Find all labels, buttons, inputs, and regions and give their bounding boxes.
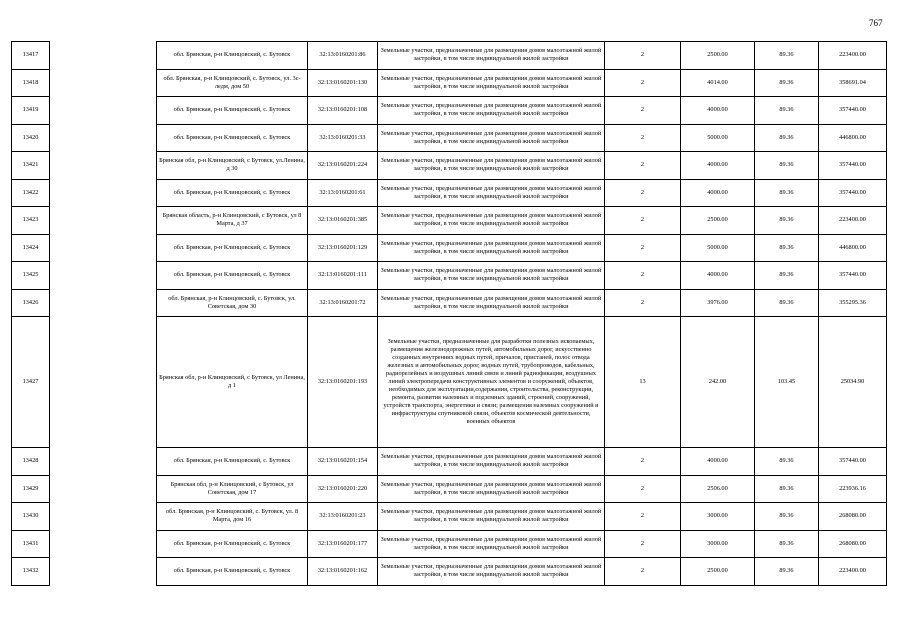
- usage-group-cell: 2: [605, 69, 681, 97]
- usage-group-cell: 2: [605, 179, 681, 207]
- gap-cell: [50, 503, 157, 531]
- table-row: [12, 234, 887, 262]
- usage-group-cell: 2: [605, 152, 681, 180]
- table-row: [12, 448, 887, 476]
- land-use-cell: Земельные участки, предназначенные для размещения домов малоэтажной жилой застройки, в том числе индивидуальной жилой застройки: [378, 503, 605, 531]
- cadastral-number-cell: 32:13:0160201:220: [308, 475, 378, 503]
- record-number-cell: 13427: [12, 317, 50, 448]
- page-number: 767: [869, 18, 883, 28]
- land-use-cell: Земельные участки, предназначенные для размещения домов малоэтажной жилой застройки, в том числе индивидуальной жилой застройки: [378, 558, 605, 586]
- address-cell: Брянская обл, р-н Клинцовский, с Бутовск, ул Ленина, д 1: [157, 317, 308, 448]
- area-cell: 2500.00: [681, 207, 755, 235]
- record-number-cell: 13422: [12, 179, 50, 207]
- cadastral-value-cell: 223400.00: [819, 558, 887, 586]
- area-cell: 2500.00: [681, 42, 755, 70]
- usage-group-cell: 2: [605, 42, 681, 70]
- area-cell: 3000.00: [681, 503, 755, 531]
- table-row: [12, 124, 887, 152]
- address-cell: обл. Брянская, р-н Клинцовский, с. Бутовск: [157, 530, 308, 558]
- record-number-cell: 13432: [12, 558, 50, 586]
- area-cell: 4000.00: [681, 179, 755, 207]
- gap-cell: [50, 179, 157, 207]
- address-cell: обл. Брянская, р-н Клинцовский, с. Бутовск, ул. Советская, дом 30: [157, 289, 308, 317]
- area-cell: 4000.00: [681, 97, 755, 125]
- area-cell: 4000.00: [681, 152, 755, 180]
- specific-value-cell: 89.36: [755, 69, 819, 97]
- land-use-cell: Земельные участки, предназначенные для размещения домов малоэтажной жилой застройки, в том числе индивидуальной жилой застройки: [378, 124, 605, 152]
- area-cell: 4014.00: [681, 69, 755, 97]
- usage-group-cell: 2: [605, 558, 681, 586]
- table-row: [12, 558, 887, 586]
- specific-value-cell: 89.36: [755, 179, 819, 207]
- cadastral-value-cell: 357440.00: [819, 97, 887, 125]
- gap-cell: [50, 289, 157, 317]
- gap-cell: [50, 124, 157, 152]
- specific-value-cell: 89.36: [755, 97, 819, 125]
- table-row: [12, 530, 887, 558]
- record-number-cell: 13430: [12, 503, 50, 531]
- specific-value-cell: 89.36: [755, 124, 819, 152]
- address-cell: обл. Брянская, р-н Клинцовский, с. Бутовск: [157, 179, 308, 207]
- table-row: [12, 207, 887, 235]
- cadastral-value-cell: 446800.00: [819, 124, 887, 152]
- specific-value-cell: 103.45: [755, 317, 819, 448]
- specific-value-cell: 89.36: [755, 234, 819, 262]
- address-cell: обл. Брянская, р-н Клинцовский, с. Бутовск, ул. 8 Марта, дом 16: [157, 503, 308, 531]
- gap-cell: [50, 69, 157, 97]
- address-cell: Брянская обл, р-н Клинцовский, с Бутовск, ул.Ленина, д 30: [157, 152, 308, 180]
- record-number-cell: 13431: [12, 530, 50, 558]
- area-cell: 5000.00: [681, 124, 755, 152]
- table-row: [12, 42, 887, 70]
- usage-group-cell: 2: [605, 234, 681, 262]
- cadastral-value-cell: 357440.00: [819, 448, 887, 476]
- cadastral-number-cell: 32:13:0160201:33: [308, 124, 378, 152]
- record-number-cell: 13417: [12, 42, 50, 70]
- cadastral-value-cell: 223936.16: [819, 475, 887, 503]
- table-row: [12, 475, 887, 503]
- usage-group-cell: 2: [605, 207, 681, 235]
- specific-value-cell: 89.36: [755, 207, 819, 235]
- address-cell: обл. Брянская, р-н Клинцовский, с. Бутовск: [157, 97, 308, 125]
- specific-value-cell: 89.36: [755, 530, 819, 558]
- gap-cell: [50, 317, 157, 448]
- cadastral-number-cell: 32:13:0160201:162: [308, 558, 378, 586]
- land-use-cell: Земельные участки, предназначенные для размещения домов малоэтажной жилой застройки, в том числе индивидуальной жилой застройки: [378, 234, 605, 262]
- cadastral-number-cell: 32:13:0160201:23: [308, 503, 378, 531]
- record-number-cell: 13418: [12, 69, 50, 97]
- address-cell: обл. Брянская, р-н Клинцовский, с. Бутовск: [157, 42, 308, 70]
- land-use-cell: Земельные участки, предназначенные для разработки полезных ископаемых, размещения железнодорожных путей, автомобильных дорог, искусственно созданных внутренних водных путей, причалов, пристаней, полос отвода железных и автомобильных дорог, водных путей, трубопроводов, кабельных, радиорелейных и воздушных линий связи и линий радиофикации, воздушных линий электропередачи конструктивных элементов и сооружений, объектов, необходимых для эксплуатации,содержания, строительства, реконструкции, ремонта, развития наземных и подземных зданий, строений, сооружений, устройств транспорта, энергетики и связи; размещения наземных сооружений и инфраструктуры спутниковой связи, объектов космической деятельности, военных объектов: [378, 317, 605, 448]
- area-cell: 3000.00: [681, 530, 755, 558]
- table-row: [12, 289, 887, 317]
- usage-group-cell: 2: [605, 503, 681, 531]
- record-number-cell: 13425: [12, 262, 50, 290]
- table-body: [12, 42, 887, 586]
- specific-value-cell: 89.36: [755, 558, 819, 586]
- cadastral-value-cell: 223400.00: [819, 207, 887, 235]
- specific-value-cell: 89.36: [755, 262, 819, 290]
- area-cell: 242.00: [681, 317, 755, 448]
- land-use-cell: Земельные участки, предназначенные для размещения домов малоэтажной жилой застройки, в том числе индивидуальной жилой застройки: [378, 289, 605, 317]
- cadastral-number-cell: 32:13:0160201:193: [308, 317, 378, 448]
- cadastral-number-cell: 32:13:0160201:154: [308, 448, 378, 476]
- land-use-cell: Земельные участки, предназначенные для размещения домов малоэтажной жилой застройки, в том числе индивидуальной жилой застройки: [378, 448, 605, 476]
- cadastral-number-cell: 32:13:0160201:385: [308, 207, 378, 235]
- gap-cell: [50, 475, 157, 503]
- address-cell: обл. Брянская, р-н Клинцовский, с. Бутовск: [157, 558, 308, 586]
- specific-value-cell: 89.36: [755, 503, 819, 531]
- record-number-cell: 13426: [12, 289, 50, 317]
- usage-group-cell: 2: [605, 124, 681, 152]
- area-cell: 2506.00: [681, 475, 755, 503]
- record-number-cell: 13421: [12, 152, 50, 180]
- area-cell: 2500.00: [681, 558, 755, 586]
- cadastral-number-cell: 32:13:0160201:111: [308, 262, 378, 290]
- land-use-cell: Земельные участки, предназначенные для размещения домов малоэтажной жилой застройки, в том числе индивидуальной жилой застройки: [378, 179, 605, 207]
- address-cell: Брянская обл, р-н Клинцовский, с Бутовск, ул Советская, дом 17: [157, 475, 308, 503]
- gap-cell: [50, 530, 157, 558]
- usage-group-cell: 13: [605, 317, 681, 448]
- record-number-cell: 13423: [12, 207, 50, 235]
- table-row: [12, 152, 887, 180]
- gap-cell: [50, 262, 157, 290]
- gap-cell: [50, 558, 157, 586]
- specific-value-cell: 89.36: [755, 448, 819, 476]
- land-use-cell: Земельные участки, предназначенные для размещения домов малоэтажной жилой застройки, в том числе индивидуальной жилой застройки: [378, 69, 605, 97]
- cadastral-number-cell: 32:13:0160201:224: [308, 152, 378, 180]
- cadastral-value-cell: 357440.00: [819, 152, 887, 180]
- table-row: [12, 179, 887, 207]
- land-use-cell: Земельные участки, предназначенные для размещения домов малоэтажной жилой застройки, в том числе индивидуальной жилой застройки: [378, 152, 605, 180]
- land-use-cell: Земельные участки, предназначенные для размещения домов малоэтажной жилой застройки, в том числе индивидуальной жилой застройки: [378, 530, 605, 558]
- usage-group-cell: 2: [605, 289, 681, 317]
- record-number-cell: 13419: [12, 97, 50, 125]
- cadastral-value-cell: 358691.04: [819, 69, 887, 97]
- table-row: [12, 97, 887, 125]
- cadastral-value-cell: 25034.90: [819, 317, 887, 448]
- area-cell: 4000.00: [681, 448, 755, 476]
- cadastral-number-cell: 32:13:0160201:72: [308, 289, 378, 317]
- cadastral-value-cell: 357440.00: [819, 179, 887, 207]
- usage-group-cell: 2: [605, 262, 681, 290]
- specific-value-cell: 89.36: [755, 152, 819, 180]
- table-row: [12, 262, 887, 290]
- gap-cell: [50, 152, 157, 180]
- table-row: [12, 317, 887, 448]
- cadastral-number-cell: 32:13:0160201:61: [308, 179, 378, 207]
- cadastral-value-cell: 268080.00: [819, 530, 887, 558]
- address-cell: обл. Брянская, р-н Клинцовский, с. Бутовск: [157, 234, 308, 262]
- cadastral-value-cell: 268080.00: [819, 503, 887, 531]
- gap-cell: [50, 207, 157, 235]
- cadastral-value-cell: 355295.36: [819, 289, 887, 317]
- cadastral-number-cell: 32:13:0160201:177: [308, 530, 378, 558]
- land-use-cell: Земельные участки, предназначенные для размещения домов малоэтажной жилой застройки, в том числе индивидуальной жилой застройки: [378, 97, 605, 125]
- cadastral-value-cell: 446800.00: [819, 234, 887, 262]
- land-use-cell: Земельные участки, предназначенные для размещения домов малоэтажной жилой застройки, в том числе индивидуальной жилой застройки: [378, 262, 605, 290]
- land-use-cell: Земельные участки, предназначенные для размещения домов малоэтажной жилой застройки, в том числе индивидуальной жилой застройки: [378, 475, 605, 503]
- record-number-cell: 13429: [12, 475, 50, 503]
- area-cell: 4000.00: [681, 262, 755, 290]
- specific-value-cell: 89.36: [755, 289, 819, 317]
- gap-cell: [50, 42, 157, 70]
- cadastral-value-cell: 223400.00: [819, 42, 887, 70]
- record-number-cell: 13428: [12, 448, 50, 476]
- gap-cell: [50, 234, 157, 262]
- usage-group-cell: 2: [605, 530, 681, 558]
- cadastral-number-cell: 32:13:0160201:108: [308, 97, 378, 125]
- cadastral-number-cell: 32:13:0160201:129: [308, 234, 378, 262]
- cadastral-value-cell: 357440.00: [819, 262, 887, 290]
- address-cell: обл. Брянская, р-н Клинцовский, с. Бутовск: [157, 262, 308, 290]
- gap-cell: [50, 448, 157, 476]
- address-cell: обл. Брянская, р-н Клинцовский, с. Бутовск, ул. 3с-ледм, дом 50: [157, 69, 308, 97]
- specific-value-cell: 89.36: [755, 42, 819, 70]
- address-cell: обл. Брянская, р-н Клинцовский, с. Бутовск: [157, 448, 308, 476]
- usage-group-cell: 2: [605, 475, 681, 503]
- cadastral-value-table: [11, 41, 887, 586]
- record-number-cell: 13420: [12, 124, 50, 152]
- land-use-cell: Земельные участки, предназначенные для размещения домов малоэтажной жилой застройки, в том числе индивидуальной жилой застройки: [378, 42, 605, 70]
- cadastral-number-cell: 32:13:0160201:86: [308, 42, 378, 70]
- table-row: [12, 503, 887, 531]
- record-number-cell: 13424: [12, 234, 50, 262]
- specific-value-cell: 89.36: [755, 475, 819, 503]
- cadastral-number-cell: 32:13:0160201:130: [308, 69, 378, 97]
- usage-group-cell: 2: [605, 97, 681, 125]
- address-cell: обл. Брянская, р-н Клинцовский, с. Бутовск: [157, 124, 308, 152]
- address-cell: Брянская область, р-н Клинцовский, с Бутовск, ул 8 Марта, д 37: [157, 207, 308, 235]
- area-cell: 3976.00: [681, 289, 755, 317]
- table-row: [12, 69, 887, 97]
- gap-cell: [50, 97, 157, 125]
- land-use-cell: Земельные участки, предназначенные для размещения домов малоэтажной жилой застройки, в том числе индивидуальной жилой застройки: [378, 207, 605, 235]
- area-cell: 5000.00: [681, 234, 755, 262]
- usage-group-cell: 2: [605, 448, 681, 476]
